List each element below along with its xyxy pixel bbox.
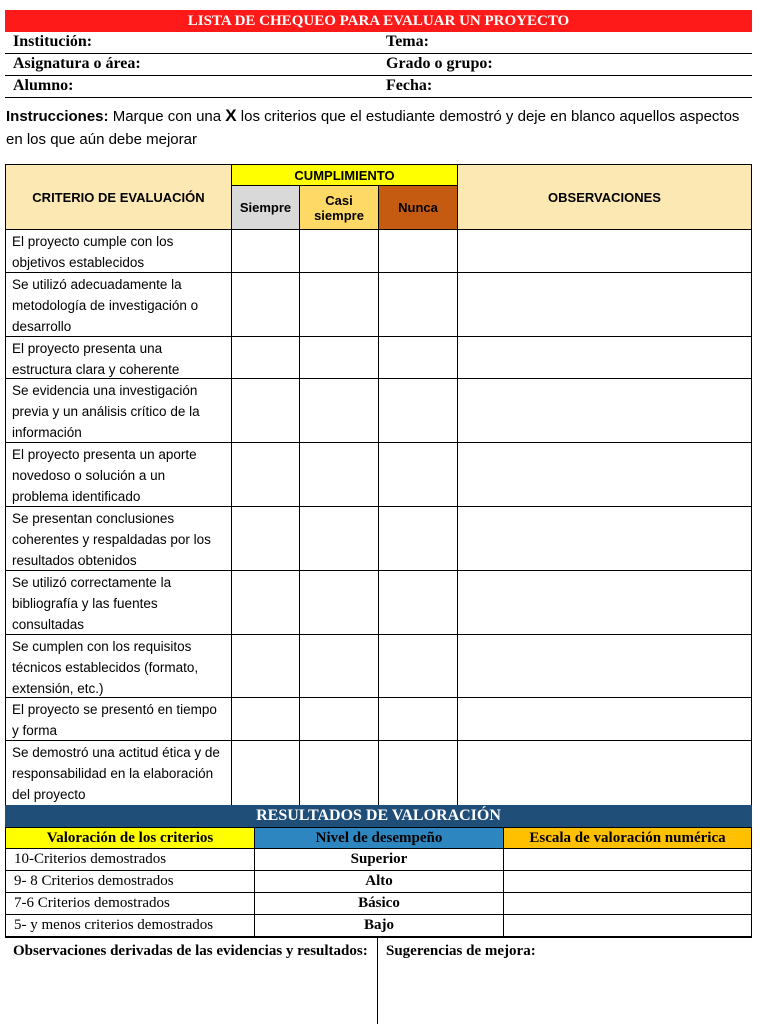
info-row-asignatura: [5, 54, 752, 76]
criterion-row-label: El proyecto presenta un aporte novedoso o solución a un problema identificado: [5, 442, 232, 507]
criterion-row-label: El proyecto cumple con los objetivos establecidos: [5, 229, 232, 273]
siempre-check-cell: [231, 378, 300, 443]
siempre-check-cell: [231, 634, 300, 698]
criterion-row-label: Se demostró una actitud ética y de responsabilidad en la elaboración del proyecto: [5, 740, 232, 806]
observaciones-cell: [457, 229, 752, 273]
observaciones-cell: [457, 336, 752, 379]
siempre-check-cell: [231, 697, 300, 741]
observaciones-cell: [457, 378, 752, 443]
alumno-label: Alumno:: [13, 77, 74, 94]
results-row-nivel: Superior: [254, 848, 504, 871]
nunca-check-cell: [378, 272, 458, 337]
footer-column-divider: [377, 937, 378, 1024]
observaciones-header: OBSERVACIONES: [457, 164, 752, 230]
criterion-row-label: Se utilizó correctamente la bibliografía y las fuentes consultadas: [5, 570, 232, 635]
criterion-row-label: Se evidencia una investigación previa y un análisis crítico de la información: [5, 378, 232, 443]
x-mark-icon: X: [225, 106, 237, 125]
siempre-header: Siempre: [231, 185, 300, 230]
casi-siempre-check-cell: [299, 229, 379, 273]
results-row-criterios: 7-6 Criterios demostrados: [5, 892, 255, 915]
grado-label: Grado o grupo:: [386, 55, 493, 72]
observaciones-label: Observaciones derivadas de las evidencias y resultados:: [13, 943, 368, 959]
nunca-check-cell: [378, 634, 458, 698]
nunca-header: Nunca: [378, 185, 458, 230]
siempre-check-cell: [231, 336, 300, 379]
results-row-escala: [503, 892, 752, 915]
observaciones-cell: [457, 697, 752, 741]
casi-siempre-check-cell: [299, 740, 379, 806]
results-row-criterios: 9- 8 Criterios demostrados: [5, 870, 255, 893]
nunca-check-cell: [378, 570, 458, 635]
results-col-nivel-header: Nivel de desempeño: [254, 827, 504, 849]
asignatura-label: Asignatura o área:: [13, 55, 141, 72]
criterio-header: CRITERIO DE EVALUACIÓN: [5, 164, 232, 230]
instructions-label: Instrucciones:: [6, 108, 109, 125]
fecha-label: Fecha:: [386, 77, 433, 94]
siempre-check-cell: [231, 506, 300, 571]
instructions-before-mark: Marque con una: [112, 108, 222, 125]
siempre-check-cell: [231, 442, 300, 507]
tema-label: Tema:: [386, 33, 429, 50]
results-row-criterios: 5- y menos criterios demostrados: [5, 914, 255, 937]
siempre-check-cell: [231, 740, 300, 806]
criterion-row-label: Se cumplen con los requisitos técnicos establecidos (formato, extensión, etc.): [5, 634, 232, 698]
casi-siempre-check-cell: [299, 442, 379, 507]
info-row-alumno: [5, 76, 752, 98]
criterion-row-label: El proyecto presenta una estructura clara y coherente: [5, 336, 232, 379]
results-col-criterios-header: Valoración de los criterios: [5, 827, 255, 849]
cumplimiento-header: CUMPLIMIENTO: [231, 164, 458, 186]
siempre-check-cell: [231, 229, 300, 273]
results-row-escala: [503, 848, 752, 871]
results-row-nivel: Alto: [254, 870, 504, 893]
observaciones-cell: [457, 570, 752, 635]
instructions-text: [6, 104, 756, 151]
sugerencias-label: Sugerencias de mejora:: [386, 943, 536, 959]
results-row-escala: [503, 870, 752, 893]
instructions-after-mark: los criterios que el estudiante demostró y deje en blanco aquellos aspectos en los que aún debe mejorar: [6, 108, 740, 148]
observaciones-cell: [457, 272, 752, 337]
observaciones-cell: [457, 506, 752, 571]
nunca-check-cell: [378, 336, 458, 379]
results-row-nivel: Básico: [254, 892, 504, 915]
casi-siempre-check-cell: [299, 697, 379, 741]
casi-siempre-check-cell: [299, 336, 379, 379]
casi-siempre-check-cell: [299, 634, 379, 698]
document-title: LISTA DE CHEQUEO PARA EVALUAR UN PROYECTO: [5, 10, 752, 32]
institucion-label: Institución:: [13, 33, 93, 50]
results-row-criterios: 10-Criterios demostrados: [5, 848, 255, 871]
nunca-check-cell: [378, 697, 458, 741]
observaciones-cell: [457, 442, 752, 507]
nunca-check-cell: [378, 229, 458, 273]
info-row-institucion: [5, 32, 752, 54]
casi-siempre-check-cell: [299, 378, 379, 443]
casi-siempre-check-cell: [299, 506, 379, 571]
nunca-check-cell: [378, 442, 458, 507]
criterion-row-label: Se presentan conclusiones coherentes y respaldadas por los resultados obtenidos: [5, 506, 232, 571]
nunca-check-cell: [378, 378, 458, 443]
casi-siempre-header: Casi siempre: [299, 185, 379, 230]
footer-top-divider: [5, 937, 752, 938]
siempre-check-cell: [231, 570, 300, 635]
casi-siempre-check-cell: [299, 570, 379, 635]
nunca-check-cell: [378, 506, 458, 571]
siempre-check-cell: [231, 272, 300, 337]
casi-siempre-check-cell: [299, 272, 379, 337]
nunca-check-cell: [378, 740, 458, 806]
observaciones-cell: [457, 740, 752, 806]
results-row-nivel: Bajo: [254, 914, 504, 937]
criterion-row-label: El proyecto se presentó en tiempo y forma: [5, 697, 232, 741]
results-title: RESULTADOS DE VALORACIÓN: [5, 805, 752, 827]
observaciones-cell: [457, 634, 752, 698]
criterion-row-label: Se utilizó adecuadamente la metodología de investigación o desarrollo: [5, 272, 232, 337]
results-col-escala-header: Escala de valoración numérica: [503, 827, 752, 849]
results-row-escala: [503, 914, 752, 937]
